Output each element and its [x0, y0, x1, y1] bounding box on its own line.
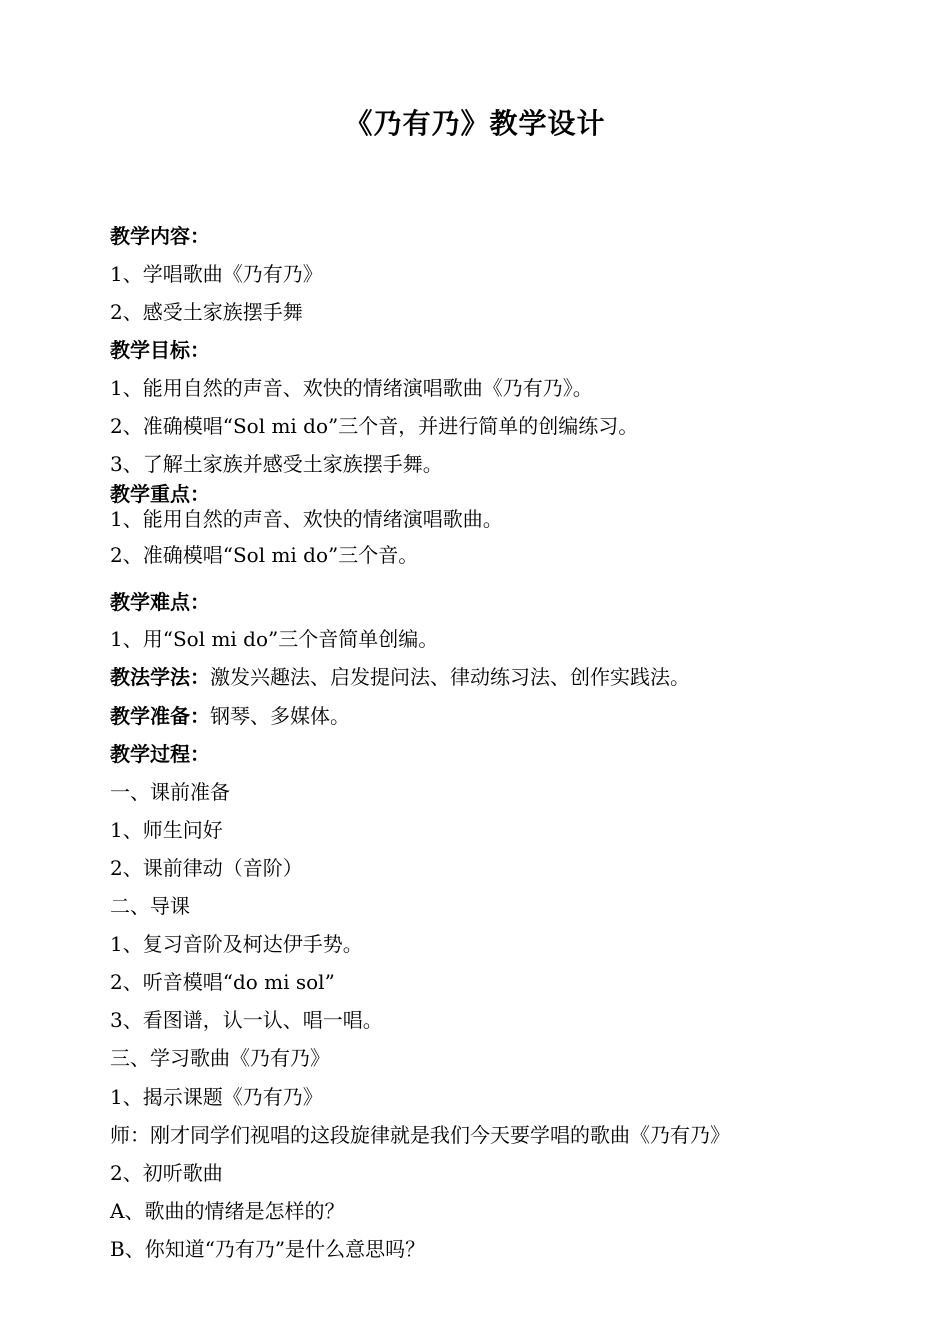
process-line: 三、学习歌曲《乃有乃》	[110, 1046, 330, 1070]
process-line: 1、师生问好	[110, 818, 223, 842]
process-line: 3、看图谱，认一认、唱一唱。	[110, 1008, 383, 1032]
document-title: 《乃有乃》教学设计	[344, 107, 606, 140]
process-line: B、你知道“乃有乃”是什么意思吗？	[110, 1237, 426, 1261]
prep-text: 钢琴、多媒体。	[210, 704, 350, 728]
process-line: 2、课前律动（音阶）	[110, 856, 303, 880]
methods-label: 教法学法：	[110, 665, 210, 689]
process-heading: 教学过程：	[110, 742, 210, 766]
process-line: 2、初听歌曲	[110, 1161, 223, 1185]
methods-line	[110, 663, 890, 691]
process-line: 一、课前准备	[110, 780, 230, 804]
content-heading: 教学内容：	[110, 224, 210, 248]
prep-label: 教学准备：	[110, 704, 210, 728]
process-line: 二、导课	[110, 894, 190, 918]
goal-item-2: 2、准确模唱“Sol mi do”三个音，并进行简单的创编练习。	[110, 414, 639, 438]
difficulty-heading: 教学难点：	[110, 590, 210, 614]
process-line: 1、复习音阶及柯达伊手势。	[110, 932, 363, 956]
difficulty-item-1: 1、用“Sol mi do”三个音简单创编。	[110, 627, 439, 651]
goals-heading: 教学目标：	[110, 338, 210, 362]
goal-item-3: 3、了解土家族并感受土家族摆手舞。	[110, 452, 443, 476]
key-item-1: 1、能用自然的声音、欢快的情绪演唱歌曲。	[110, 507, 503, 531]
methods-text: 激发兴趣法、启发提问法、律动练习法、创作实践法。	[210, 665, 690, 689]
process-line: A、歌曲的情绪是怎样的？	[110, 1199, 345, 1223]
content-item-2: 2、感受土家族摆手舞	[110, 300, 303, 324]
prep-line	[110, 702, 890, 730]
process-line: 师：刚才同学们视唱的这段旋律就是我们今天要学唱的歌曲《乃有乃》	[110, 1123, 730, 1147]
key-heading: 教学重点：	[110, 482, 210, 506]
key-item-2: 2、准确模唱“Sol mi do”三个音。	[110, 543, 419, 567]
content-item-1: 1、学唱歌曲《乃有乃》	[110, 262, 323, 286]
process-line: 2、听音模唱“do mi sol”	[110, 970, 335, 994]
process-line: 1、揭示课题《乃有乃》	[110, 1085, 323, 1109]
goal-item-1: 1、能用自然的声音、欢快的情绪演唱歌曲《乃有乃》。	[110, 376, 593, 400]
